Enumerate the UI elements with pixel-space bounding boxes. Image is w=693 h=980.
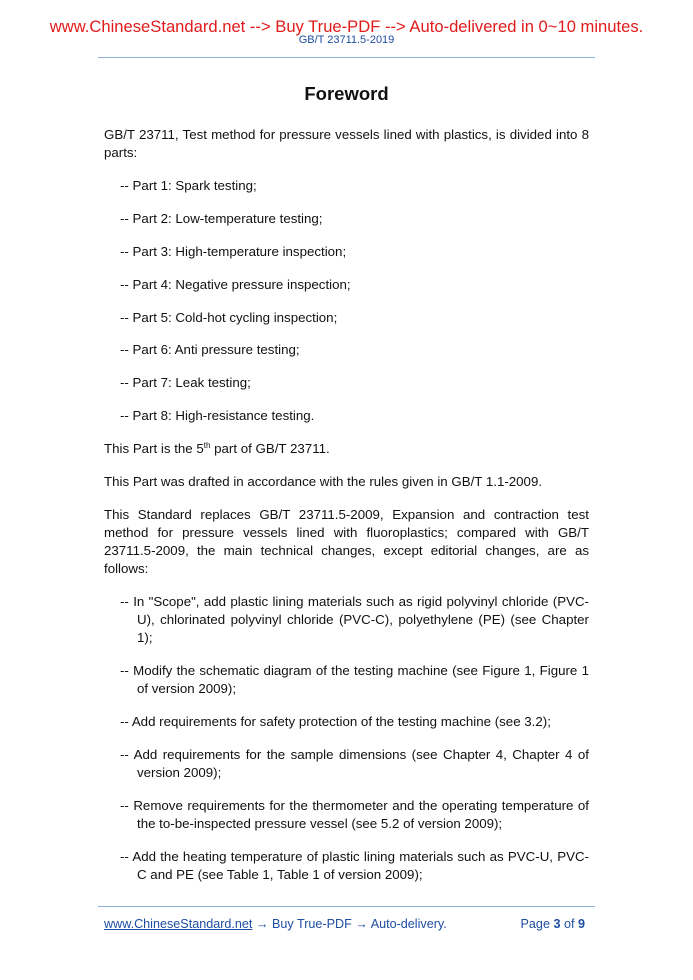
page-label: Page: [520, 917, 550, 931]
list-item: -- Part 7: Leak testing;: [120, 375, 251, 391]
list-item: -- Part 2: Low-temperature testing;: [120, 210, 323, 226]
list-item: -- Part 6: Anti pressure testing;: [120, 342, 300, 358]
footer-divider: [98, 906, 595, 907]
footer-site-link[interactable]: www.ChineseStandard.net: [104, 917, 253, 931]
list-item: -- Add the heating temperature of plastic lining materials such as PVC-U, PVC-C and PE (see Table 1, Table 1 of version 2009);: [120, 849, 589, 883]
list-item: -- Part 1: Spark testing;: [120, 178, 257, 193]
this-part-paragraph: [104, 440, 589, 458]
page-current: 3: [553, 917, 561, 931]
this-part-suffix: part of GB/T 23711.: [210, 441, 330, 457]
ordinal-superscript: th: [203, 441, 211, 451]
list-item: -- Part 3: High-temperature inspection;: [120, 243, 347, 259]
footer-tagline: → Buy True-PDF → Auto-delivery.: [252, 917, 447, 931]
parts-list: [104, 177, 589, 425]
top-banner-link[interactable]: www.ChineseStandard.net --> Buy True-PDF --> Auto-delivered in 0~10 minutes.: [49, 17, 644, 36]
page-of: of: [563, 917, 575, 931]
document-body: [104, 126, 589, 899]
list-item: -- Add requirements for the sample dimensions (see Chapter 4, Chapter 4 of version 2009);: [120, 747, 589, 781]
list-item: -- Part 4: Negative pressure inspection;: [120, 276, 351, 292]
page-footer: [104, 917, 589, 932]
intro-paragraph: GB/T 23711, Test method for pressure vessels lined with plastics, is divided into 8 parts:: [104, 127, 589, 160]
replaces-paragraph: This Standard replaces GB/T 23711.5-2009, Expansion and contraction test method for pressure vessels lined with fluoroplastics; compared with GB/T 23711.5-2009, the main technical changes, except editorial changes, are as follows:: [104, 507, 589, 577]
list-item: -- Modify the schematic diagram of the testing machine (see Figure 1, Figure 1 of version 2009);: [120, 663, 589, 697]
list-item: -- Part 8: High-resistance testing.: [120, 408, 315, 424]
document-id: GB/T 23711.5-2019: [298, 34, 395, 46]
page-indicator: [521, 917, 585, 932]
header-divider: [98, 57, 595, 58]
this-part-prefix: This Part is the 5: [104, 441, 204, 457]
page-title: Foreword: [304, 83, 389, 104]
list-item: -- Add requirements for safety protection of the testing machine (see 3.2);: [120, 714, 551, 730]
changes-list: [104, 593, 589, 884]
drafted-paragraph: This Part was drafted in accordance with the rules given in GB/T 1.1-2009.: [104, 474, 543, 490]
list-item: -- Part 5: Cold-hot cycling inspection;: [120, 309, 338, 325]
list-item: -- In "Scope", add plastic lining materials such as rigid polyvinyl chloride (PVC-U), chlorinated polyvinyl chloride (PVC-C), polyethylene (PE) (see Chapter 1);: [120, 594, 589, 646]
page-total: 9: [577, 917, 585, 931]
list-item: -- Remove requirements for the thermometer and the operating temperature of the to-be-inspected pressure vessel (see 5.2 of version 2009);: [120, 798, 589, 832]
